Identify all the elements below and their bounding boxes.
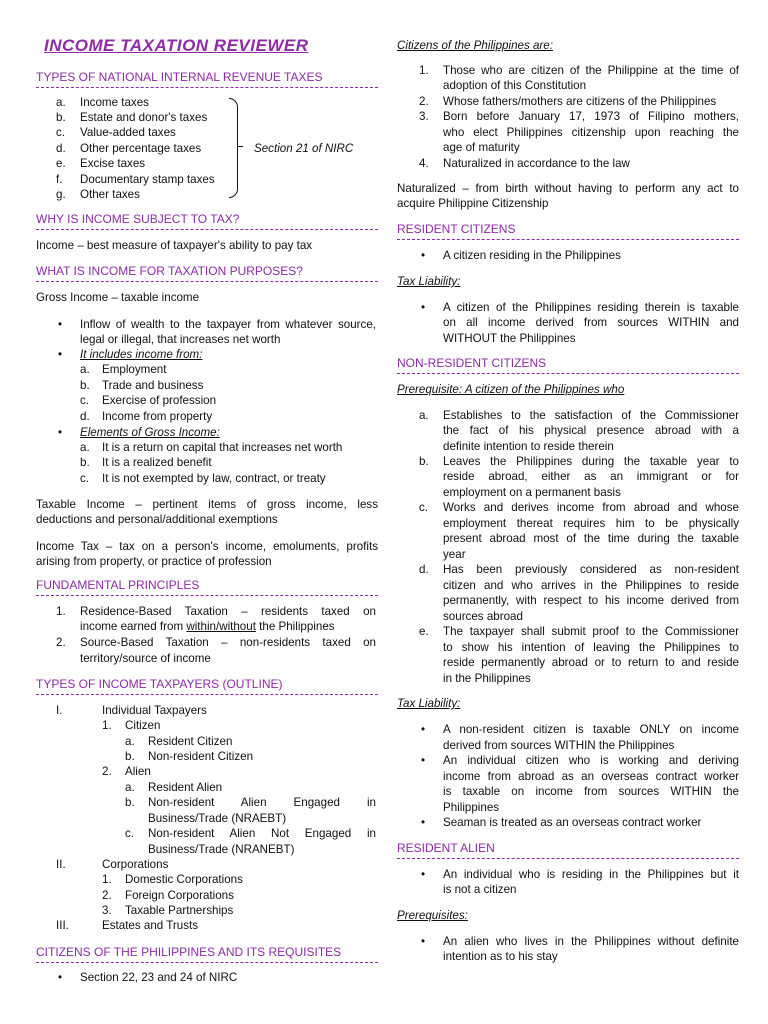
outline-item: Estates and Trusts [102, 919, 199, 932]
taxable-income-line-2: deductions and personal/additional exemptions [36, 513, 278, 526]
list-item: It is not exempted by law, contract, or treaty [102, 472, 326, 485]
heading-what: WHAT IS INCOME FOR TAXATION PURPOSES? [36, 264, 378, 282]
list-marker: 1. [419, 64, 429, 77]
outline-item: Domestic Corporations [125, 873, 243, 886]
nrc-liability-2-line-1: An individual citizen who is working and deriving [443, 754, 739, 767]
nrc-c-line-3: present abroad most of the time during the taxable [443, 532, 739, 545]
list-marker: d. [56, 142, 66, 155]
nrc-a-line-1: Establishes to the satisfaction of the Commissioner [443, 409, 739, 422]
nrc-c-line-1: Works and derives income from abroad and whose [443, 501, 739, 514]
outline-marker: b. [125, 796, 135, 809]
list-item: Income taxes [80, 96, 149, 109]
prerequisites-heading: Prerequisites: [397, 909, 468, 922]
outline-item: Taxable Partnerships [125, 904, 234, 917]
list-item: It is a realized benefit [102, 456, 212, 469]
list-marker: c. [56, 126, 66, 139]
elements-heading: Elements of Gross Income: [80, 426, 220, 439]
citizens-are-heading: Citizens of the Philippines are: [397, 39, 553, 52]
heading-types: TYPES OF NATIONAL INTERNAL REVENUE TAXES [36, 70, 378, 88]
taxable-income-line-1: Taxable Income – pertinent items of gross income, less [36, 498, 378, 511]
heading-resident-citizens: RESIDENT CITIZENS [397, 222, 739, 240]
nrc-d-line-1: Has been previously considered as non-resident [443, 563, 739, 576]
list-marker: c. [80, 472, 90, 485]
list-item: Other taxes [80, 188, 140, 201]
outline-item: Business/Trade (NRANEBT) [148, 843, 295, 856]
list-item: Exercise of profession [102, 394, 217, 407]
fundamental-1-line-2: income earned from within/without the Philippines [80, 620, 335, 633]
nrc-liability-1-line-1: A non-resident citizen is taxable ONLY on income [443, 723, 739, 736]
bullet-icon: • [421, 868, 426, 881]
list-marker: a. [80, 441, 90, 454]
outline-marker: 2. [102, 765, 112, 778]
citizen-3-line-2: who elect Philippines citizenship upon reaching the [443, 126, 739, 139]
bullet-icon: • [421, 816, 426, 829]
citizen-3-line-1: Born before January 17, 1973 of Filipino mothers, [443, 110, 739, 123]
outline-marker: a. [125, 781, 135, 794]
list-item: Documentary stamp taxes [80, 173, 215, 186]
section-21-note: Section 21 of NIRC [254, 142, 354, 155]
list-marker: b. [80, 456, 90, 469]
income-definition: Income – best measure of taxpayer's ability to pay tax [36, 239, 313, 252]
outline-marker: b. [125, 750, 135, 763]
includes-heading: It includes income from: [80, 348, 203, 361]
resident-citizen-def: A citizen residing in the Philippines [443, 249, 621, 262]
outline-item: Non-resident Alien Engaged in [148, 796, 376, 809]
list-marker: d. [80, 410, 90, 423]
resident-alien-line-2: is not a citizen [443, 883, 517, 896]
heading-resident-alien: RESIDENT ALIEN [397, 841, 739, 859]
heading-fundamental: FUNDAMENTAL PRINCIPLES [36, 578, 378, 596]
bullet-icon: • [58, 348, 63, 361]
outline-marker: a. [125, 735, 135, 748]
rc-liability-line-3: WITHOUT the Philippines [443, 332, 576, 345]
list-marker: e. [419, 625, 429, 638]
nrc-liability-2-line-3: is taxable on income from sources WITHIN the [443, 785, 739, 798]
inflow-line-1: Inflow of wealth to the taxpayer from whatever source, [80, 318, 376, 331]
heading-why: WHY IS INCOME SUBJECT TO TAX? [36, 212, 378, 230]
nrc-c-line-4: year [443, 548, 466, 561]
prerequisite-heading: Prerequisite: A citizen of the Philippines who [397, 383, 625, 396]
list-item: Estate and donor's taxes [80, 111, 208, 124]
naturalized-line-1: Naturalized – from birth without having to perform any act to [397, 182, 739, 195]
outline-marker: 1. [102, 873, 112, 886]
bullet-icon: • [58, 971, 63, 984]
nrc-c-line-2: employment thereat requires him to be physically [443, 517, 739, 530]
citizen-4: Naturalized in accordance to the law [443, 157, 630, 170]
outline-marker: I. [56, 704, 63, 717]
gross-income-definition: Gross Income – taxable income [36, 291, 200, 304]
nrc-liability-2-line-4: Philippines [443, 801, 500, 814]
list-item: Value-added taxes [80, 126, 176, 139]
nrc-e-line-3: reside permanently abroad or to return to and reside [443, 656, 739, 669]
document-title: INCOME TAXATION REVIEWER [44, 36, 309, 55]
nrc-b-line-1: Leaves the Philippines during the taxable year to [443, 455, 739, 468]
income-tax-line-2: arising from property, or practice of profession [36, 555, 272, 568]
bullet-icon: • [58, 426, 63, 439]
nrc-a-line-3: definite intention to reside therein [443, 440, 614, 453]
heading-non-resident-citizens: NON-RESIDENT CITIZENS [397, 356, 739, 374]
outline-item: Individual Taxpayers [102, 704, 207, 717]
outline-item: Foreign Corporations [125, 889, 234, 902]
bullet-icon: • [421, 249, 426, 262]
list-item: It is a return on capital that increases net worth [102, 441, 343, 454]
bullet-icon: • [421, 723, 426, 736]
prerequisite-line-1: An alien who lives in the Philippines without definite [443, 935, 739, 948]
tax-liability-heading: Tax Liability: [397, 275, 461, 288]
inflow-line-2: legal or illegal, that increases net worth [80, 333, 281, 346]
nrc-liability-2-line-2: income from abroad as an overseas contract worker [443, 770, 739, 783]
list-item: Excise taxes [80, 157, 146, 170]
nrc-b-line-2: reside abroad, either as an immigrant or for [443, 470, 739, 483]
income-tax-line-1: Income Tax – tax on a person's income, emoluments, profits [36, 540, 378, 553]
outline-marker: 3. [102, 904, 112, 917]
resident-alien-line-1: An individual who is residing in the Philippines but it [443, 868, 739, 881]
heading-citizens: CITIZENS OF THE PHILIPPINES AND ITS REQUISITES [36, 945, 378, 963]
citizen-1-line-1: Those who are citizen of the Philippine at the time of [443, 64, 739, 77]
rc-liability-line-1: A citizen of the Philippines residing therein is taxable [443, 301, 739, 314]
list-item: Other percentage taxes [80, 142, 202, 155]
list-marker: 1. [56, 605, 66, 618]
outline-item: Alien [125, 765, 151, 778]
nrc-b-line-3: employment on a permanent basis [443, 486, 621, 499]
rc-liability-line-2: on all income derived from sources WITHIN and [443, 316, 739, 329]
list-item: Trade and business [102, 379, 204, 392]
heading-outline: TYPES OF INCOME TAXPAYERS (OUTLINE) [36, 677, 378, 695]
bullet-icon: • [421, 754, 426, 767]
outline-item: Corporations [102, 858, 169, 871]
nrc-d-line-4: sources abroad [443, 610, 523, 623]
outline-item: Citizen [125, 719, 161, 732]
section-22-note: Section 22, 23 and 24 of NIRC [80, 971, 238, 984]
outline-item: Resident Alien [148, 781, 223, 794]
list-marker: c. [80, 394, 90, 407]
brace-connector [237, 146, 243, 147]
list-marker: a. [419, 409, 429, 422]
list-marker: b. [56, 111, 66, 124]
outline-marker: c. [125, 827, 135, 840]
bullet-icon: • [421, 935, 426, 948]
nrc-e-line-2: to show his intention of leaving the Philippines to [443, 641, 739, 654]
nrc-liability-1-line-2: derived from sources WITHIN the Philippines [443, 739, 675, 752]
fundamental-1-line-1: Residence-Based Taxation – residents taxed on [80, 605, 376, 618]
citizen-1-line-2: adoption of this Constitution [443, 79, 587, 92]
bullet-icon: • [58, 318, 63, 331]
list-marker: g. [56, 188, 66, 201]
nrc-e-line-4: in the Philippines [443, 672, 531, 685]
list-marker: 4. [419, 157, 429, 170]
tax-liability-heading: Tax Liability: [397, 697, 461, 710]
list-marker: f. [56, 173, 63, 186]
outline-marker: III. [56, 919, 69, 932]
list-marker: 2. [419, 95, 429, 108]
list-item: Income from property [102, 410, 213, 423]
outline-item: Business/Trade (NRAEBT) [148, 812, 287, 825]
list-marker: 3. [419, 110, 429, 123]
outline-marker: 2. [102, 889, 112, 902]
list-marker: e. [56, 157, 66, 170]
brace [229, 98, 238, 198]
outline-marker: 1. [102, 719, 112, 732]
nrc-d-line-3: permanently, with respect to his income derived from [443, 594, 739, 607]
citizen-2: Whose fathers/mothers are citizens of the Philippines [443, 95, 717, 108]
outline-item: Resident Citizen [148, 735, 233, 748]
nrc-a-line-2: the fact of his physical presence abroad with a [443, 424, 739, 437]
list-marker: d. [419, 563, 429, 576]
list-marker: 2. [56, 636, 66, 649]
bullet-icon: • [421, 301, 426, 314]
nrc-liability-3: Seaman is treated as an overseas contract worker [443, 816, 702, 829]
list-marker: a. [56, 96, 66, 109]
naturalized-line-2: acquire Philippine Citizenship [397, 197, 549, 210]
list-marker: b. [419, 455, 429, 468]
fundamental-2-line-1: Source-Based Taxation – non-residents taxed on [80, 636, 376, 649]
list-marker: a. [80, 363, 90, 376]
outline-item: Non-resident Alien Not Engaged in [148, 827, 376, 840]
nrc-d-line-2: citizen and who arrives in the Philippines to reside [443, 579, 739, 592]
fundamental-2-line-2: territory/source of income [80, 652, 211, 665]
list-item: Employment [102, 363, 167, 376]
nrc-e-line-1: The taxpayer shall submit proof to the Commissioner [443, 625, 739, 638]
list-marker: c. [419, 501, 429, 514]
citizen-3-line-3: age of maturity [443, 141, 520, 154]
prerequisite-line-2: intention as to his stay [443, 950, 558, 963]
outline-marker: II. [56, 858, 66, 871]
outline-item: Non-resident Citizen [148, 750, 254, 763]
list-marker: b. [80, 379, 90, 392]
